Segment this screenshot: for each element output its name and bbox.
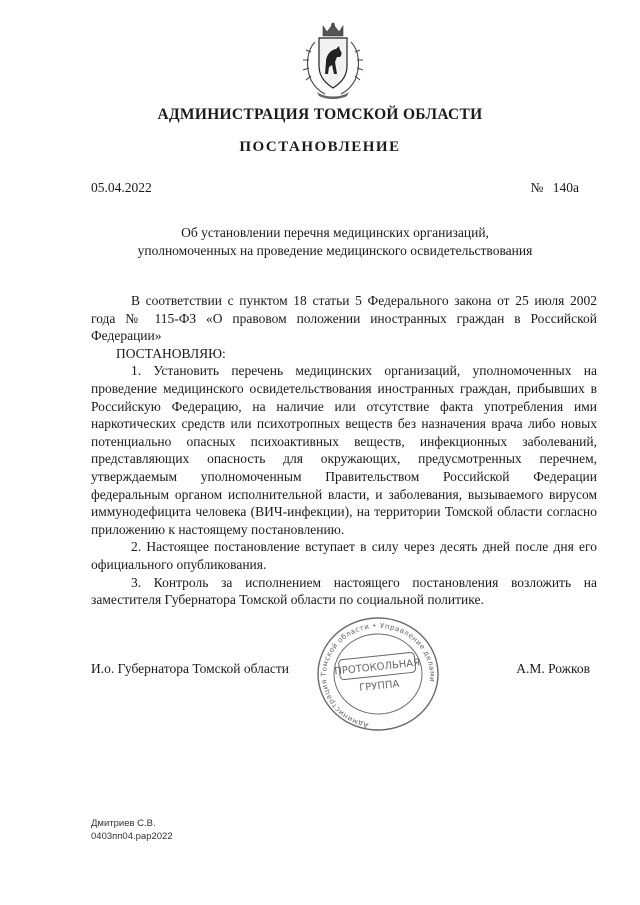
item-3-paragraph: 3. Контроль за исполнением настоящего постановления возложить на заместителя Губернатора Томской области по социальной политике. <box>91 574 597 608</box>
document-type: ПОСТАНОВЛЕНИЕ <box>239 139 401 155</box>
decree-heading: ПОСТАНОВЛЯЮ: <box>116 345 226 361</box>
footer-author: Дмитриев С.В. <box>91 818 156 829</box>
signatory-position: И.о. Губернатора Томской области <box>91 661 289 676</box>
document-body <box>91 292 597 609</box>
signatory-name: А.М. Рожков <box>516 661 590 676</box>
tomsk-coat-of-arms-icon <box>299 22 367 100</box>
document-date: 05.04.2022 <box>91 180 152 195</box>
stamp-center-line-2: ГРУППА <box>358 678 400 694</box>
document-subject <box>91 224 579 260</box>
document-number: № 140а <box>530 180 579 195</box>
item-1-paragraph: 1. Установить перечень медицинских организаций, уполномоченных на проведение медицинского освидетельствования иностранных граждан, прибывших в Российскую Федерацию, на наличие или отсутствие факта употребления ими наркотических средств или психотропных веществ без назначения врача либо новых потенциально опасных психоактивных веществ, инфекционных заболеваний, представляющих опасность для окружающих, предусмотренных перечнем, утверждаемым уполномоченным Правительством Российской Федерации федеральным органом исполнительной власти, и заболевания, вызываемого вирусом иммунодефицита человека (ВИЧ-инфекции), на территории Томской области согласно приложению к настоящему постановлению. <box>91 363 597 537</box>
footer-file: 0403пп04.рар2022 <box>91 831 173 842</box>
item-2-paragraph: 2. Настоящее постановление вступает в силу через десять дней после дня его официального опубликования. <box>91 539 597 572</box>
footer-info <box>91 817 173 843</box>
stamp-center-line-1: ПРОТОКОЛЬНАЯ <box>333 657 421 678</box>
official-stamp <box>312 612 444 734</box>
subject-line-1: Об установлении перечня медицинских организаций, <box>181 225 489 240</box>
preamble-paragraph: В соответствии с пунктом 18 статьи 5 Федерального закона от 25 июля 2002 года № 115-ФЗ «О правовом положении иностранных граждан в Российской Федерации» <box>91 293 597 344</box>
subject-line-2: уполномоченных на проведение медицинского освидетельствования <box>137 243 533 258</box>
stamp-ring-text: Администрация Томской области • Управление делами <box>318 620 438 731</box>
organization-title: АДМИНИСТРАЦИЯ ТОМСКОЙ ОБЛАСТИ <box>157 106 483 123</box>
